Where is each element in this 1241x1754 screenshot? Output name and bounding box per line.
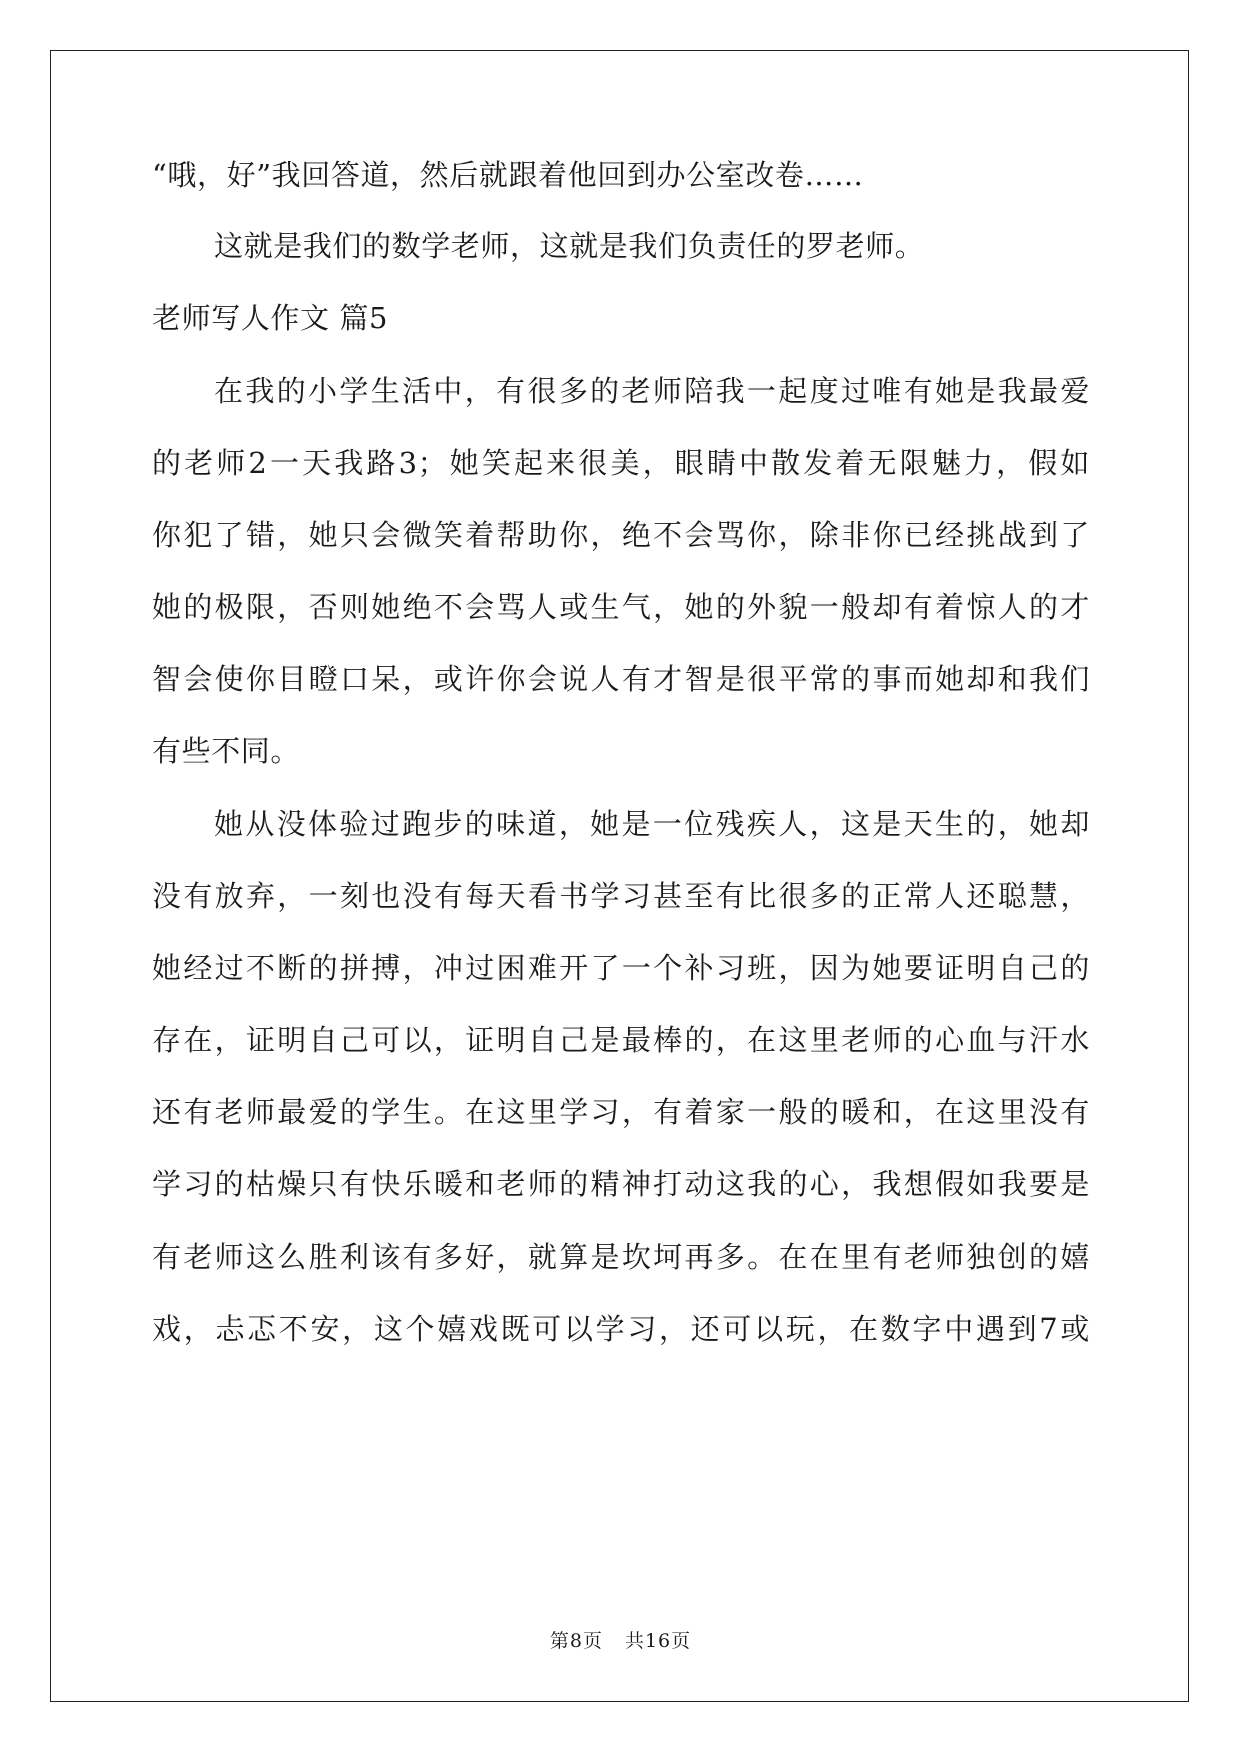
paragraph-line: “哦，好”我回答道，然后就跟着他回到办公室改卷…… [152, 158, 864, 192]
paragraph-line: 这就是我们的数学老师，这就是我们负责任的罗老师。 [214, 229, 925, 263]
page-footer [0, 1626, 1241, 1653]
paragraph-line: 还有老师最爱的学生。在这里学习，有着家一般的暖和，在这里没有 [152, 1095, 1090, 1129]
paragraph-line: 有老师这么胜利该有多好，就算是坎坷再多。在在里有老师独创的嬉 [152, 1240, 1090, 1274]
section-heading: 老师写人作文 篇5 [152, 301, 389, 335]
paragraph-line: 智会使你目瞪口呆，或许你会说人有才智是很平常的事而她却和我们 [152, 662, 1090, 696]
paragraph-line: 没有放弃，一刻也没有每天看书学习甚至有比很多的正常人还聪慧， [152, 879, 1090, 913]
paragraph-line: 的老师2一天我路3；她笑起来很美，眼睛中散发着无限魅力，假如 [152, 446, 1090, 480]
paragraph-line: 学习的枯燥只有快乐暖和老师的精神打动这我的心，我想假如我要是 [152, 1167, 1090, 1201]
paragraph-line: 在我的小学生活中，有很多的老师陪我一起度过唯有她是我最爱 [214, 374, 1090, 408]
paragraph-line: 她经过不断的拼搏，冲过困难开了一个补习班，因为她要证明自己的 [152, 951, 1090, 985]
paragraph-line: 有些不同。 [152, 734, 301, 768]
page-total: 共16页 [624, 1630, 692, 1652]
paragraph-line: 存在，证明自己可以，证明自己是最棒的，在这里老师的心血与汗水 [152, 1023, 1090, 1057]
page-number: 第8页 [549, 1630, 603, 1652]
paragraph-line: 她从没体验过跑步的味道，她是一位残疾人，这是天生的，她却 [214, 807, 1090, 841]
paragraph-line: 你犯了错，她只会微笑着帮助你，绝不会骂你，除非你已经挑战到了 [152, 518, 1090, 552]
paragraph-line: 她的极限，否则她绝不会骂人或生气，她的外貌一般却有着惊人的才 [152, 590, 1090, 624]
paragraph-line: 戏，忐忑不安，这个嬉戏既可以学习，还可以玩，在数字中遇到7或 [152, 1312, 1090, 1346]
